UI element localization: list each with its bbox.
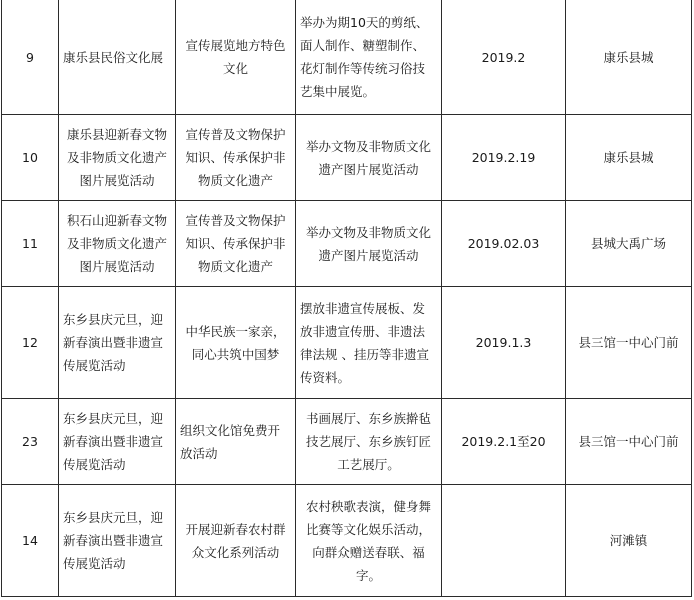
table-row [2, 399, 692, 485]
activity-name: 东乡县庆元旦，迎新春演出暨非遗宣传展览活动 [59, 399, 176, 485]
activity-content: 书画展厅、东乡族擀毡技艺展厅、东乡族钉匠工艺展厅。 [296, 399, 442, 485]
activity-purpose: 中华民族一家亲，同心共筑中国梦 [176, 287, 296, 399]
activity-time: 2019.2.19 [442, 115, 566, 201]
row-number: 14 [2, 485, 59, 597]
activity-purpose: 宣传普及文物保护知识、传承保护非物质文化遗产 [176, 115, 296, 201]
activity-time: 2019.1.3 [442, 287, 566, 399]
activity-time: 2019.02.03 [442, 201, 566, 287]
row-number: 10 [2, 115, 59, 201]
activity-name: 康乐县民俗文化展 [59, 0, 176, 115]
activity-purpose: 开展迎新春农村群众文化系列活动 [176, 485, 296, 597]
activity-content: 举办文物及非物质文化遗产图片展览活动 [296, 115, 442, 201]
activity-name: 东乡县庆元旦，迎新春演出暨非遗宣传展览活动 [59, 485, 176, 597]
activity-time [442, 485, 566, 597]
activity-place: 县三馆一中心门前 [566, 287, 692, 399]
activity-content: 摆放非遗宣传展板、发放非遗宣传册、非遗法律法规 、挂历等非遗宣传资料。 [296, 287, 442, 399]
activity-name: 康乐县迎新春文物及非物质文化遗产图片展览活动 [59, 115, 176, 201]
row-number: 12 [2, 287, 59, 399]
row-number: 11 [2, 201, 59, 287]
activity-content: 农村秧歌表演，健身舞比赛等文化娱乐活动，向群众赠送春联、福字。 [296, 485, 442, 597]
activity-place: 县三馆一中心门前 [566, 399, 692, 485]
activity-purpose: 宣传展览地方特色文化 [176, 0, 296, 115]
activity-place: 康乐县城 [566, 0, 692, 115]
activity-name: 积石山迎新春文物及非物质文化遗产图片展览活动 [59, 201, 176, 287]
activity-name: 东乡县庆元旦，迎新春演出暨非遗宣传展览活动 [59, 287, 176, 399]
row-number: 23 [2, 399, 59, 485]
table-row [2, 0, 692, 115]
activity-time: 2019.2.1至20 [442, 399, 566, 485]
table-row [2, 115, 692, 201]
activity-table [1, 0, 692, 597]
activity-place: 河滩镇 [566, 485, 692, 597]
activity-purpose: 组织文化馆免费开放活动 [176, 399, 296, 485]
activity-content: 举办文物及非物质文化遗产图片展览活动 [296, 201, 442, 287]
activity-time: 2019.2 [442, 0, 566, 115]
row-number: 9 [2, 0, 59, 115]
activity-purpose: 宣传普及文物保护知识、传承保护非物质文化遗产 [176, 201, 296, 287]
table-row [2, 201, 692, 287]
activity-place: 康乐县城 [566, 115, 692, 201]
activity-place: 县城大禹广场 [566, 201, 692, 287]
table-row [2, 485, 692, 597]
table-row [2, 287, 692, 399]
activity-content: 举办为期10天的剪纸、面人制作、糖塑制作、花灯制作等传统习俗技艺集中展览。 [296, 0, 442, 115]
